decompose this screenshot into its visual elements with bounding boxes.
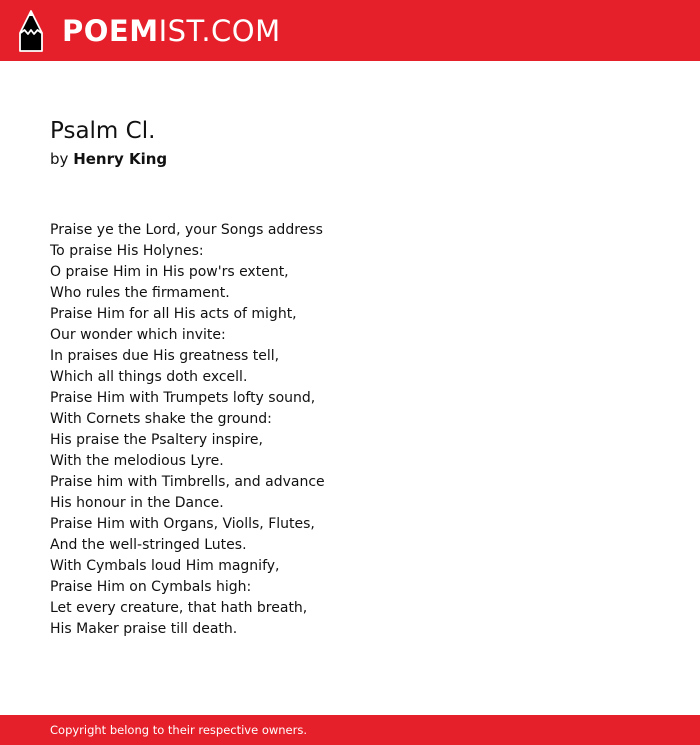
poem-line: Praise him with Timbrells, and advance [50, 474, 325, 490]
poem-line: Which all things doth excell. [50, 369, 248, 385]
poem-line: His honour in the Dance. [50, 495, 224, 511]
site-logo-text [62, 13, 281, 48]
poem-line: Who rules the firmament. [50, 285, 230, 301]
site-header [0, 0, 700, 61]
poem-line: Praise Him with Organs, Violls, Flutes, [50, 516, 315, 532]
poem-line: With Cornets shake the ground: [50, 411, 272, 427]
poem-line: O praise Him in His pow'rs extent, [50, 264, 289, 280]
site-footer [0, 715, 700, 745]
poem-line: His Maker praise till death. [50, 621, 238, 637]
poem-line: His praise the Psaltery inspire, [50, 432, 263, 448]
logo-bold-text: POEM [62, 13, 159, 48]
poem-byline [50, 148, 670, 170]
poem-line: Praise Him with Trumpets lofty sound, [50, 390, 316, 406]
poem-line: Praise Him for all His acts of might, [50, 306, 297, 322]
poem-title: Psalm Cl. [50, 118, 156, 144]
pencil-tip-icon [18, 10, 44, 53]
poem-line: Our wonder which invite: [50, 327, 226, 343]
poem-line: To praise His Holynes: [50, 243, 204, 259]
poem-line: Praise Him on Cymbals high: [50, 579, 252, 595]
by-label: by [50, 150, 69, 168]
poem-line: With the melodious Lyre. [50, 453, 224, 469]
author-link[interactable]: Henry King [73, 150, 168, 168]
poem-line: With Cymbals loud Him magnify, [50, 558, 280, 574]
poem-line: Praise ye the Lord, your Songs address [50, 222, 323, 238]
poem-line: Let every creature, that hath breath, [50, 600, 308, 616]
copyright-text: Copyright belong to their respective owners. [50, 723, 308, 737]
logo-light-text: IST.COM [158, 13, 281, 48]
site-logo-link[interactable] [18, 9, 281, 53]
poem-body [50, 220, 670, 640]
poem-line: And the well-stringed Lutes. [50, 537, 247, 553]
poem-line: In praises due His greatness tell, [50, 348, 280, 364]
poem-content [50, 116, 670, 640]
